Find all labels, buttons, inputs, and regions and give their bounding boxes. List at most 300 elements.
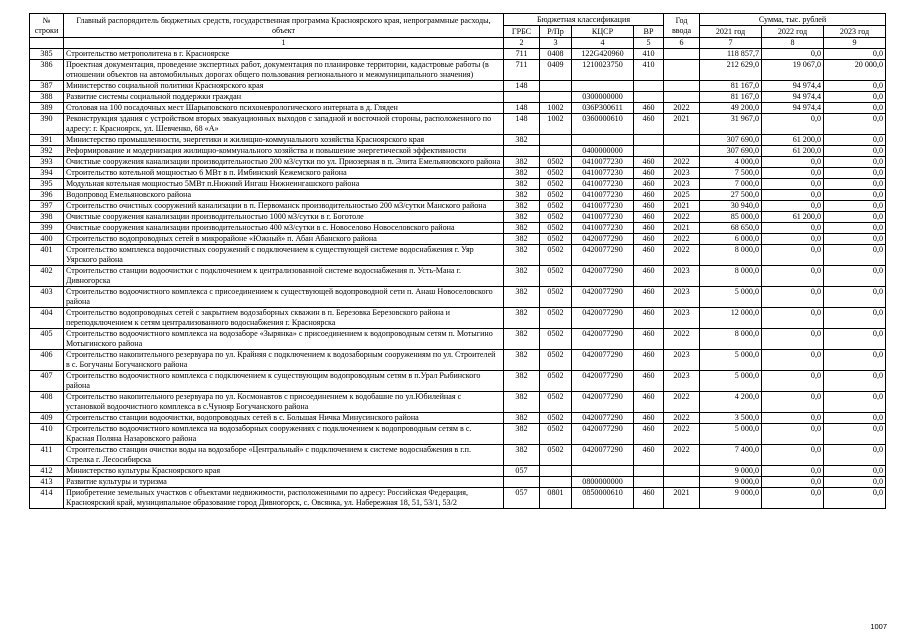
index-cell: 6 [664, 38, 700, 49]
table-row [30, 466, 886, 477]
row-grbs-cell: 382 [504, 424, 540, 445]
row-rp-cell: 0502 [540, 223, 572, 234]
row-vr-cell [634, 81, 664, 92]
row-sum-2021-cell: 307 690,0 [700, 146, 762, 157]
row-name-cell: Министерство промышленности, энергетики и жилищно-коммунального хозяйства Красноярского края [64, 135, 504, 146]
row-year-cell: 2023 [664, 168, 700, 179]
row-vr-cell: 460 [634, 488, 664, 509]
row-name-cell: Реконструкция здания с устройством вторых эвакуационных выходов с западной и восточной стороны, расположенного по адресу: г. Красноярск, ул. Шевченко, 68 «А» [64, 114, 504, 135]
row-year-cell: 2023 [664, 350, 700, 371]
row-sum-2023-cell: 0,0 [824, 329, 886, 350]
row-vr-cell: 460 [634, 445, 664, 466]
row-sum-2023-cell: 0,0 [824, 212, 886, 223]
row-grbs-cell: 382 [504, 245, 540, 266]
row-kcsr-cell: 0300000000 [572, 92, 634, 103]
row-year-cell: 2023 [664, 371, 700, 392]
row-rp-cell: 1002 [540, 114, 572, 135]
row-number-cell: 406 [30, 350, 64, 371]
row-year-cell: 2022 [664, 424, 700, 445]
row-number-cell: 388 [30, 92, 64, 103]
col-header-grbs: ГРБС [504, 26, 540, 38]
row-kcsr-cell: 0420077290 [572, 392, 634, 413]
row-year-cell: 2021 [664, 114, 700, 135]
row-number-cell: 396 [30, 190, 64, 201]
row-kcsr-cell: 0420077290 [572, 308, 634, 329]
row-rp-cell: 0502 [540, 392, 572, 413]
row-year-cell: 2022 [664, 329, 700, 350]
row-grbs-cell: 382 [504, 350, 540, 371]
row-vr-cell: 460 [634, 114, 664, 135]
row-sum-2023-cell: 0,0 [824, 223, 886, 234]
row-sum-2021-cell: 9 000,0 [700, 477, 762, 488]
row-number-cell: 411 [30, 445, 64, 466]
row-number-cell: 394 [30, 168, 64, 179]
row-sum-2021-cell: 68 650,0 [700, 223, 762, 234]
row-sum-2022-cell: 0,0 [762, 234, 824, 245]
row-grbs-cell: 382 [504, 135, 540, 146]
row-name-cell: Водопровод Емельяновского района [64, 190, 504, 201]
table-row [30, 103, 886, 114]
table-row [30, 60, 886, 81]
row-sum-2022-cell: 0,0 [762, 466, 824, 477]
row-vr-cell [634, 92, 664, 103]
row-sum-2022-cell: 19 067,0 [762, 60, 824, 81]
row-grbs-cell: 382 [504, 308, 540, 329]
row-sum-2021-cell: 9 000,0 [700, 488, 762, 509]
row-sum-2021-cell: 4 200,0 [700, 392, 762, 413]
row-sum-2022-cell: 0,0 [762, 179, 824, 190]
row-number-cell: 385 [30, 49, 64, 60]
row-sum-2021-cell: 31 967,0 [700, 114, 762, 135]
col-header-2021: 2021 год [700, 26, 762, 38]
index-cell: 7 [700, 38, 762, 49]
row-sum-2023-cell: 0,0 [824, 466, 886, 477]
row-vr-cell: 460 [634, 157, 664, 168]
row-sum-2021-cell: 3 500,0 [700, 413, 762, 424]
row-number-cell: 389 [30, 103, 64, 114]
row-sum-2023-cell: 0,0 [824, 49, 886, 60]
row-vr-cell: 460 [634, 371, 664, 392]
row-year-cell: 2021 [664, 488, 700, 509]
row-kcsr-cell: 0420077290 [572, 234, 634, 245]
row-rp-cell: 0502 [540, 287, 572, 308]
row-year-cell: 2023 [664, 179, 700, 190]
row-year-cell: 2023 [664, 287, 700, 308]
row-number-cell: 405 [30, 329, 64, 350]
row-sum-2023-cell: 0,0 [824, 488, 886, 509]
row-sum-2021-cell: 9 000,0 [700, 466, 762, 477]
row-sum-2021-cell: 212 629,0 [700, 60, 762, 81]
row-sum-2022-cell: 0,0 [762, 329, 824, 350]
row-sum-2023-cell: 0,0 [824, 114, 886, 135]
row-number-cell: 414 [30, 488, 64, 509]
row-rp-cell: 0502 [540, 234, 572, 245]
table-header [30, 14, 886, 49]
table-row [30, 329, 886, 350]
table-row [30, 287, 886, 308]
row-grbs-cell: 148 [504, 103, 540, 114]
row-rp-cell: 0502 [540, 445, 572, 466]
row-sum-2023-cell: 0,0 [824, 413, 886, 424]
row-vr-cell: 460 [634, 424, 664, 445]
index-cell: 5 [634, 38, 664, 49]
table-row [30, 179, 886, 190]
row-sum-2023-cell: 0,0 [824, 266, 886, 287]
row-name-cell: Министерство социальной политики Красноярского края [64, 81, 504, 92]
row-year-cell [664, 146, 700, 157]
row-vr-cell: 460 [634, 168, 664, 179]
row-kcsr-cell: 0850000610 [572, 488, 634, 509]
row-number-cell: 403 [30, 287, 64, 308]
row-sum-2023-cell: 0,0 [824, 135, 886, 146]
row-kcsr-cell: 0410077230 [572, 201, 634, 212]
row-sum-2023-cell: 0,0 [824, 234, 886, 245]
row-grbs-cell: 382 [504, 190, 540, 201]
row-sum-2023-cell: 0,0 [824, 287, 886, 308]
row-kcsr-cell: 0410077230 [572, 212, 634, 223]
row-sum-2022-cell: 0,0 [762, 245, 824, 266]
table-row [30, 157, 886, 168]
row-number-cell: 387 [30, 81, 64, 92]
row-rp-cell: 0502 [540, 329, 572, 350]
row-rp-cell: 0502 [540, 308, 572, 329]
row-kcsr-cell: 036P300611 [572, 103, 634, 114]
row-kcsr-cell: 0420077290 [572, 445, 634, 466]
row-sum-2022-cell: 0,0 [762, 49, 824, 60]
row-name-cell: Развитие системы социальной поддержки граждан [64, 92, 504, 103]
row-number-cell: 392 [30, 146, 64, 157]
row-sum-2021-cell: 8 000,0 [700, 245, 762, 266]
row-sum-2023-cell: 0,0 [824, 308, 886, 329]
row-grbs-cell [504, 146, 540, 157]
row-sum-2021-cell: 8 000,0 [700, 266, 762, 287]
row-rp-cell: 0502 [540, 350, 572, 371]
row-kcsr-cell: 0410077230 [572, 190, 634, 201]
row-grbs-cell: 382 [504, 234, 540, 245]
page-number: 1007 [870, 622, 887, 631]
table-row [30, 308, 886, 329]
row-sum-2021-cell: 7 500,0 [700, 168, 762, 179]
table-row [30, 371, 886, 392]
row-sum-2023-cell: 0,0 [824, 445, 886, 466]
row-kcsr-cell: 1210023750 [572, 60, 634, 81]
row-vr-cell [634, 135, 664, 146]
table-row [30, 488, 886, 509]
row-name-cell: Строительство водопроводных сетей с закрытием водозаборных скважин в п. Березовка Березовского района и переподключением к сетям централизованного водоснабжения г. Красноярска [64, 308, 504, 329]
row-sum-2021-cell: 12 000,0 [700, 308, 762, 329]
row-sum-2023-cell: 0,0 [824, 168, 886, 179]
row-rp-cell: 0502 [540, 266, 572, 287]
row-sum-2023-cell: 0,0 [824, 190, 886, 201]
row-sum-2021-cell: 7 400,0 [700, 445, 762, 466]
row-grbs-cell: 382 [504, 201, 540, 212]
row-vr-cell: 460 [634, 103, 664, 114]
row-rp-cell: 0801 [540, 488, 572, 509]
row-rp-cell: 0408 [540, 49, 572, 60]
row-name-cell: Строительство водоочистного комплекса на водозаборных сооружениях с подключением к водопроводным сетям в с. Красная Поляна Назаровского района [64, 424, 504, 445]
col-header-sum: Сумма, тыс. рублей [700, 14, 886, 26]
row-rp-cell [540, 135, 572, 146]
row-grbs-cell: 382 [504, 223, 540, 234]
row-grbs-cell: 382 [504, 179, 540, 190]
row-grbs-cell: 711 [504, 60, 540, 81]
row-year-cell: 2025 [664, 190, 700, 201]
row-sum-2021-cell: 85 000,0 [700, 212, 762, 223]
row-number-cell: 409 [30, 413, 64, 424]
table-row [30, 190, 886, 201]
row-number-cell: 408 [30, 392, 64, 413]
row-number-cell: 401 [30, 245, 64, 266]
row-year-cell [664, 49, 700, 60]
row-kcsr-cell: 0420077290 [572, 424, 634, 445]
col-header-kcsr: КЦСР [572, 26, 634, 38]
row-sum-2021-cell: 5 000,0 [700, 350, 762, 371]
row-sum-2021-cell: 307 690,0 [700, 135, 762, 146]
row-sum-2023-cell: 20 000,0 [824, 60, 886, 81]
row-year-cell [664, 60, 700, 81]
table-body [30, 49, 886, 509]
row-kcsr-cell: 0420077290 [572, 266, 634, 287]
table-row [30, 168, 886, 179]
table-row [30, 445, 886, 466]
row-grbs-cell: 382 [504, 392, 540, 413]
row-kcsr-cell [572, 81, 634, 92]
col-header-vr: ВР [634, 26, 664, 38]
row-sum-2022-cell: 61 200,0 [762, 146, 824, 157]
index-cell: 4 [572, 38, 634, 49]
col-header-name: Главный распорядитель бюджетных средств, государственная программа Красноярского края, непрограммные расходы, объект [64, 14, 504, 38]
row-year-cell: 2023 [664, 266, 700, 287]
row-sum-2023-cell: 0,0 [824, 477, 886, 488]
row-name-cell: Строительство метрополитена в г. Красноярске [64, 49, 504, 60]
row-vr-cell: 460 [634, 234, 664, 245]
row-sum-2021-cell: 118 857,7 [700, 49, 762, 60]
row-vr-cell: 460 [634, 223, 664, 234]
row-sum-2022-cell: 0,0 [762, 168, 824, 179]
index-cell: 3 [540, 38, 572, 49]
row-name-cell: Строительство котельной мощностью 6 МВт в п. Имбинский Кежемского района [64, 168, 504, 179]
table-row [30, 49, 886, 60]
row-kcsr-cell: 0420077290 [572, 329, 634, 350]
row-name-cell: Строительство накопительного резервуара по ул. Космонавтов с присоединением к водобашне по ул.Юбилейная с установкой водоочистного комплекса в с.Чунояр Богучанского района [64, 392, 504, 413]
row-grbs-cell: 148 [504, 81, 540, 92]
row-name-cell: Строительство водоочистного комплекса на водозаборе «Зырянка» с присоединением к водопроводным сетям п. Мотыгино Мотыгинского района [64, 329, 504, 350]
row-year-cell: 2021 [664, 201, 700, 212]
col-header-rp: Р/Пр [540, 26, 572, 38]
row-sum-2021-cell: 5 000,0 [700, 424, 762, 445]
table-row [30, 392, 886, 413]
row-name-cell: Столовая на 100 посадочных мест Шарыповского психоневрологического интерната в д. Гляден [64, 103, 504, 114]
row-grbs-cell: 057 [504, 466, 540, 477]
column-index-row [30, 38, 886, 49]
row-sum-2023-cell: 0,0 [824, 92, 886, 103]
row-number-cell: 398 [30, 212, 64, 223]
row-grbs-cell: 382 [504, 266, 540, 287]
table-row [30, 245, 886, 266]
row-sum-2022-cell: 61 200,0 [762, 212, 824, 223]
row-vr-cell: 460 [634, 413, 664, 424]
row-grbs-cell: 382 [504, 157, 540, 168]
row-year-cell: 2022 [664, 245, 700, 266]
table-row [30, 223, 886, 234]
row-sum-2021-cell: 49 200,0 [700, 103, 762, 114]
row-rp-cell: 0502 [540, 157, 572, 168]
row-name-cell: Строительство накопительного резервуара по ул. Крайняя с подключением к водозаборным сооружениям по ул. Строителей в с. Богучаны Богучанского района [64, 350, 504, 371]
row-sum-2023-cell: 0,0 [824, 103, 886, 114]
row-sum-2022-cell: 0,0 [762, 350, 824, 371]
row-name-cell: Министерство культуры Красноярского края [64, 466, 504, 477]
row-rp-cell: 0502 [540, 179, 572, 190]
row-rp-cell [540, 477, 572, 488]
row-rp-cell: 0502 [540, 424, 572, 445]
row-sum-2022-cell: 0,0 [762, 287, 824, 308]
row-sum-2022-cell: 0,0 [762, 488, 824, 509]
table-row [30, 81, 886, 92]
row-sum-2022-cell: 61 200,0 [762, 135, 824, 146]
row-number-cell: 395 [30, 179, 64, 190]
row-rp-cell [540, 466, 572, 477]
row-sum-2021-cell: 8 000,0 [700, 329, 762, 350]
table-row [30, 212, 886, 223]
row-kcsr-cell: 0410077230 [572, 223, 634, 234]
row-year-cell [664, 135, 700, 146]
row-name-cell: Строительство очистных сооружений канализации в п. Первоманск производительностью 200 м3/сутки Манского района [64, 201, 504, 212]
row-sum-2022-cell: 94 974,4 [762, 103, 824, 114]
row-number-cell: 400 [30, 234, 64, 245]
row-name-cell: Строительство станции очистки воды на водозаборе «Центральный» с подключением к системе водоснабжения в г.п. Стрелка г. Лесосибирска [64, 445, 504, 466]
row-grbs-cell [504, 477, 540, 488]
row-year-cell: 2021 [664, 223, 700, 234]
row-vr-cell: 460 [634, 329, 664, 350]
row-number-cell: 391 [30, 135, 64, 146]
row-name-cell: Модульная котельная мощностью 5МВт п.Нижний Ингаш Нижнеингашского района [64, 179, 504, 190]
table-row [30, 114, 886, 135]
row-sum-2022-cell: 0,0 [762, 477, 824, 488]
row-name-cell: Развитие культуры и туризма [64, 477, 504, 488]
index-cell: 8 [762, 38, 824, 49]
col-header-year: Год ввода [664, 14, 700, 38]
row-sum-2021-cell: 27 500,0 [700, 190, 762, 201]
row-vr-cell: 460 [634, 179, 664, 190]
table-row [30, 266, 886, 287]
row-sum-2021-cell: 4 000,0 [700, 157, 762, 168]
row-sum-2022-cell: 94 974,4 [762, 81, 824, 92]
budget-table [29, 13, 886, 509]
row-kcsr-cell [572, 135, 634, 146]
row-grbs-cell: 382 [504, 212, 540, 223]
row-sum-2021-cell: 30 940,0 [700, 201, 762, 212]
row-year-cell: 2022 [664, 234, 700, 245]
row-kcsr-cell: 122G420960 [572, 49, 634, 60]
table-row [30, 92, 886, 103]
row-sum-2022-cell: 0,0 [762, 392, 824, 413]
row-grbs-cell: 382 [504, 445, 540, 466]
row-name-cell: Реформирование и модернизация жилищно-коммунального хозяйства и повышение энергетической эффективности [64, 146, 504, 157]
row-kcsr-cell: 0800000000 [572, 477, 634, 488]
row-rp-cell: 0502 [540, 201, 572, 212]
row-grbs-cell: 711 [504, 49, 540, 60]
row-vr-cell: 460 [634, 350, 664, 371]
row-kcsr-cell: 0410077230 [572, 179, 634, 190]
row-number-cell: 404 [30, 308, 64, 329]
row-sum-2021-cell: 81 167,0 [700, 92, 762, 103]
row-number-cell: 407 [30, 371, 64, 392]
row-name-cell: Строительство комплекса водоочистных сооружений с подключением к существующей системе водоснабжения г. Уяр Уярского района [64, 245, 504, 266]
table-row [30, 234, 886, 245]
row-year-cell: 2023 [664, 308, 700, 329]
row-number-cell: 386 [30, 60, 64, 81]
row-year-cell: 2022 [664, 445, 700, 466]
row-vr-cell: 460 [634, 212, 664, 223]
row-sum-2022-cell: 0,0 [762, 157, 824, 168]
row-vr-cell [634, 466, 664, 477]
row-kcsr-cell: 0360000610 [572, 114, 634, 135]
row-kcsr-cell: 0410077230 [572, 157, 634, 168]
row-sum-2022-cell: 0,0 [762, 223, 824, 234]
row-year-cell [664, 466, 700, 477]
row-year-cell: 2022 [664, 392, 700, 413]
row-sum-2023-cell: 0,0 [824, 350, 886, 371]
row-sum-2022-cell: 94 974,4 [762, 92, 824, 103]
row-number-cell: 397 [30, 201, 64, 212]
row-year-cell: 2022 [664, 157, 700, 168]
index-cell: 9 [824, 38, 886, 49]
row-vr-cell: 460 [634, 245, 664, 266]
row-vr-cell: 460 [634, 190, 664, 201]
index-cell: 1 [64, 38, 504, 49]
row-name-cell: Очистные сооружения канализации производительностью 1000 м3/сутки в г. Боготоле [64, 212, 504, 223]
row-name-cell: Строительство водоочистного комплекса с подключением к существующим водопроводным сетям в п.Урал Рыбинского района [64, 371, 504, 392]
row-rp-cell [540, 146, 572, 157]
row-vr-cell [634, 477, 664, 488]
row-sum-2022-cell: 0,0 [762, 201, 824, 212]
row-vr-cell: 410 [634, 49, 664, 60]
row-vr-cell: 460 [634, 308, 664, 329]
col-header-2023: 2023 год [824, 26, 886, 38]
table-row [30, 424, 886, 445]
row-rp-cell: 0502 [540, 371, 572, 392]
row-sum-2022-cell: 0,0 [762, 266, 824, 287]
row-sum-2023-cell: 0,0 [824, 201, 886, 212]
row-kcsr-cell: 0420077290 [572, 287, 634, 308]
row-kcsr-cell: 0420077290 [572, 350, 634, 371]
row-grbs-cell [504, 92, 540, 103]
row-sum-2023-cell: 0,0 [824, 81, 886, 92]
row-sum-2022-cell: 0,0 [762, 308, 824, 329]
table-row [30, 350, 886, 371]
row-number-cell: 393 [30, 157, 64, 168]
row-name-cell: Приобретение земельных участков с объектами недвижимости, расположенными по адресу: Российская Федерация, Красноярский край, муниципальное образование город Дивногорск, с. Овсянка, ул. Набережная 18, 51, 53/1, 53/2 [64, 488, 504, 509]
row-vr-cell: 460 [634, 201, 664, 212]
row-name-cell: Проектная документация, проведение экспертных работ, документация по планировке территории, кадастровые работы (в отношении объектов на автомобильных дорогах общего пользования регионального и межмуниципального значения) [64, 60, 504, 81]
table-row [30, 146, 886, 157]
row-rp-cell: 0502 [540, 245, 572, 266]
row-sum-2022-cell: 0,0 [762, 114, 824, 135]
row-name-cell: Строительство станции водоочистки, водопроводных сетей в с. Большая Ничка Минусинского района [64, 413, 504, 424]
row-sum-2021-cell: 5 000,0 [700, 287, 762, 308]
row-rp-cell: 0502 [540, 413, 572, 424]
row-year-cell [664, 477, 700, 488]
row-vr-cell: 460 [634, 392, 664, 413]
row-name-cell: Очистные сооружения канализации производительностью 400 м3/сутки в с. Новоселово Новоселовского района [64, 223, 504, 234]
row-kcsr-cell: 0420077290 [572, 413, 634, 424]
row-number-cell: 402 [30, 266, 64, 287]
row-sum-2021-cell: 6 000,0 [700, 234, 762, 245]
row-sum-2021-cell: 5 000,0 [700, 371, 762, 392]
row-grbs-cell: 382 [504, 413, 540, 424]
row-grbs-cell: 382 [504, 287, 540, 308]
row-rp-cell [540, 81, 572, 92]
